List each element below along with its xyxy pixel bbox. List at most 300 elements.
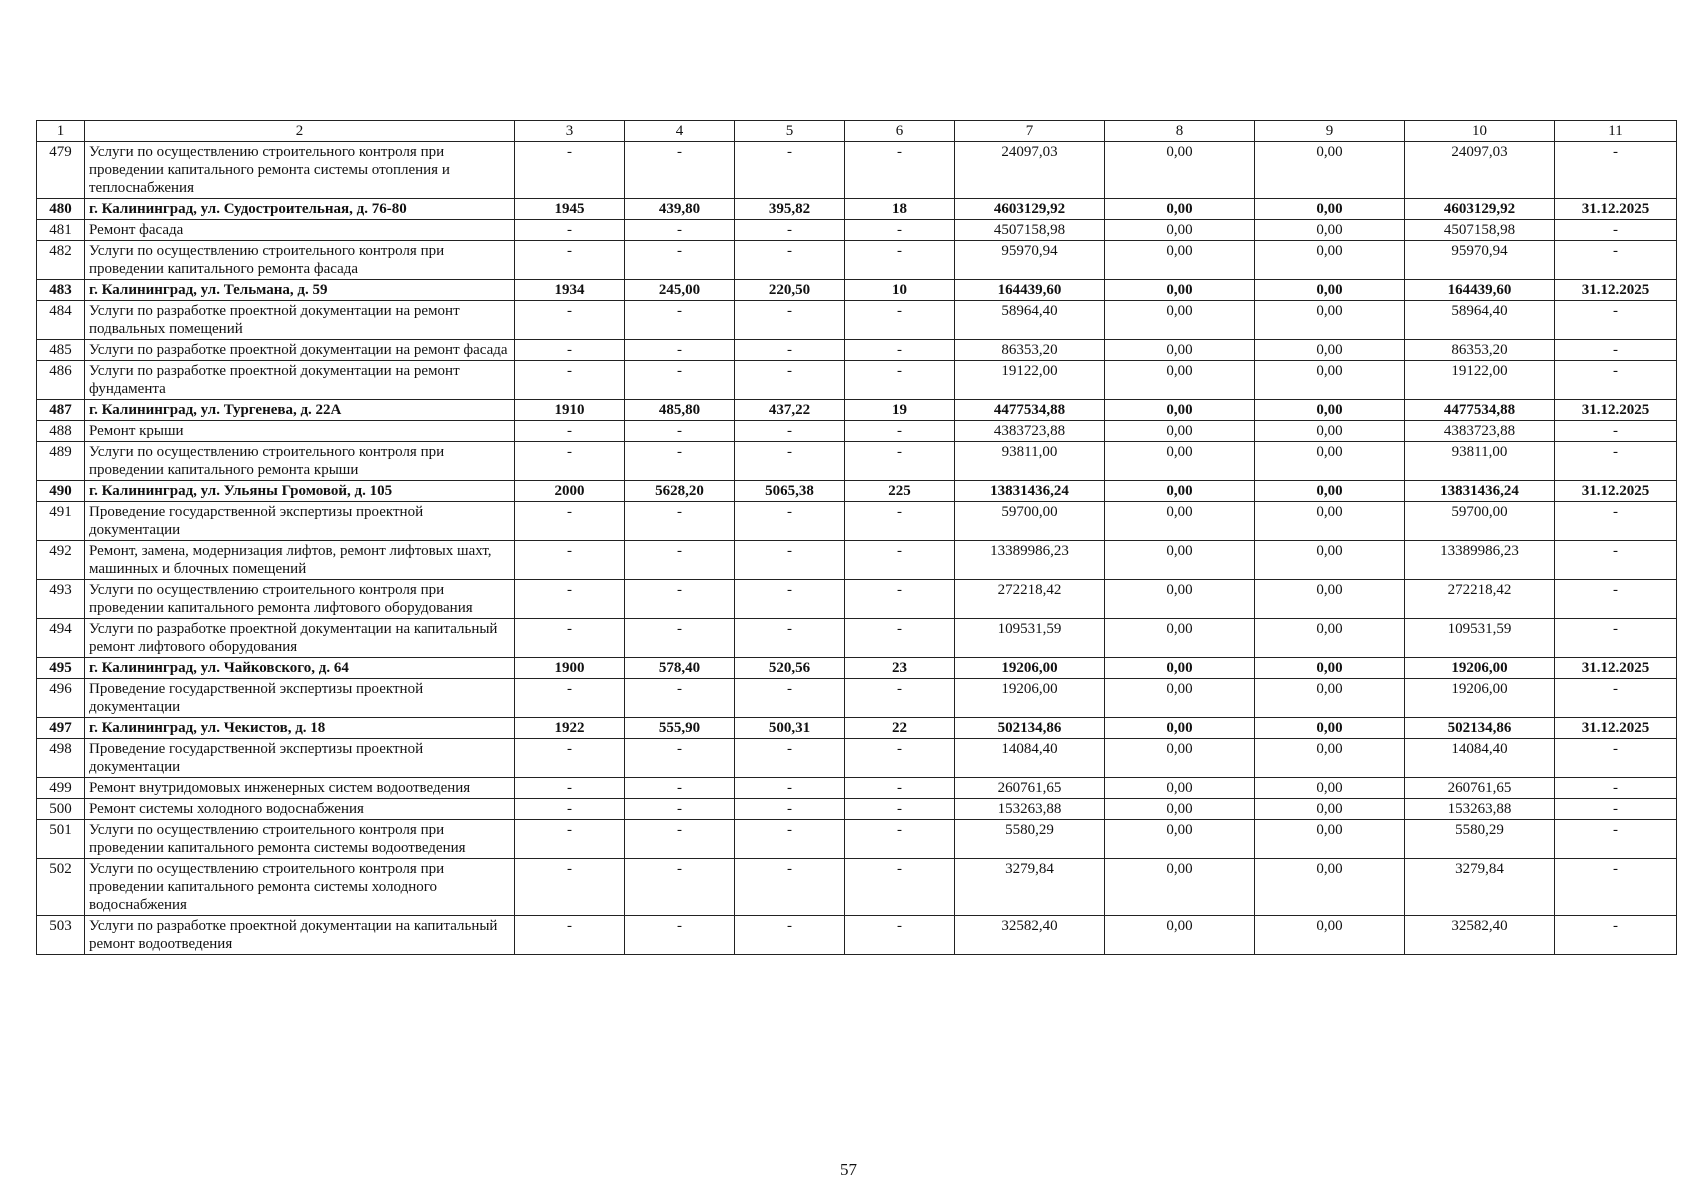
cell-c5: - xyxy=(735,739,845,778)
cell-c10: 24097,03 xyxy=(1405,142,1555,199)
cell-c9: 0,00 xyxy=(1255,481,1405,502)
cell-c11: - xyxy=(1555,739,1677,778)
cell-c9: 0,00 xyxy=(1255,421,1405,442)
column-header: 5 xyxy=(735,121,845,142)
work-item-row xyxy=(37,679,1677,718)
cell-c3: - xyxy=(515,739,625,778)
cell-c6: - xyxy=(845,301,955,340)
cell-n: 491 xyxy=(37,502,85,541)
cell-c9: 0,00 xyxy=(1255,400,1405,421)
cell-c11: 31.12.2025 xyxy=(1555,718,1677,739)
cell-c10: 3279,84 xyxy=(1405,859,1555,916)
cell-n: 486 xyxy=(37,361,85,400)
cell-c4: 578,40 xyxy=(625,658,735,679)
cell-c9: 0,00 xyxy=(1255,619,1405,658)
cell-c6: - xyxy=(845,340,955,361)
cell-c10: 14084,40 xyxy=(1405,739,1555,778)
cell-c4: 485,80 xyxy=(625,400,735,421)
cell-c3: - xyxy=(515,820,625,859)
cell-c11: 31.12.2025 xyxy=(1555,400,1677,421)
cell-c3: - xyxy=(515,799,625,820)
cell-name: Услуги по разработке проектной документации на капитальный ремонт лифтового оборудования xyxy=(85,619,515,658)
cell-c3: 1910 xyxy=(515,400,625,421)
cell-c8: 0,00 xyxy=(1105,820,1255,859)
cell-c3: - xyxy=(515,142,625,199)
cell-c5: 395,82 xyxy=(735,199,845,220)
cell-c5: - xyxy=(735,679,845,718)
cell-c10: 19206,00 xyxy=(1405,658,1555,679)
work-item-row xyxy=(37,241,1677,280)
cell-c4: - xyxy=(625,442,735,481)
cell-c4: 245,00 xyxy=(625,280,735,301)
work-item-row xyxy=(37,859,1677,916)
cell-c3: - xyxy=(515,859,625,916)
cell-c11: - xyxy=(1555,301,1677,340)
column-header: 1 xyxy=(37,121,85,142)
cell-name: Услуги по разработке проектной документации на ремонт фундамента xyxy=(85,361,515,400)
cell-c4: - xyxy=(625,502,735,541)
cell-c9: 0,00 xyxy=(1255,199,1405,220)
cell-c6: - xyxy=(845,799,955,820)
cell-c10: 109531,59 xyxy=(1405,619,1555,658)
cell-c6: - xyxy=(845,859,955,916)
cell-c11: 31.12.2025 xyxy=(1555,658,1677,679)
cell-c11: - xyxy=(1555,541,1677,580)
cell-c8: 0,00 xyxy=(1105,220,1255,241)
cell-c6: - xyxy=(845,241,955,280)
cell-c10: 32582,40 xyxy=(1405,916,1555,955)
cell-c9: 0,00 xyxy=(1255,658,1405,679)
cell-name: Услуги по разработке проектной документации на капитальный ремонт водоотведения xyxy=(85,916,515,955)
cell-c7: 58964,40 xyxy=(955,301,1105,340)
cell-c3: - xyxy=(515,619,625,658)
cell-c4: - xyxy=(625,541,735,580)
cell-name: г. Калининград, ул. Тельмана, д. 59 xyxy=(85,280,515,301)
cell-c3: - xyxy=(515,340,625,361)
work-item-row xyxy=(37,619,1677,658)
cell-c4: - xyxy=(625,859,735,916)
cell-c5: - xyxy=(735,241,845,280)
cell-name: г. Калининград, ул. Чекистов, д. 18 xyxy=(85,718,515,739)
cell-c5: 220,50 xyxy=(735,280,845,301)
cell-c7: 93811,00 xyxy=(955,442,1105,481)
cell-c6: - xyxy=(845,142,955,199)
address-row xyxy=(37,199,1677,220)
cell-c9: 0,00 xyxy=(1255,679,1405,718)
cell-n: 492 xyxy=(37,541,85,580)
cell-c8: 0,00 xyxy=(1105,481,1255,502)
cell-c3: - xyxy=(515,241,625,280)
cell-n: 480 xyxy=(37,199,85,220)
cell-c5: - xyxy=(735,799,845,820)
cell-c11: - xyxy=(1555,778,1677,799)
cell-c6: - xyxy=(845,778,955,799)
cell-name: Услуги по осуществлению строительного контроля при проведении капитального ремонта системы отопления и теплоснабжения xyxy=(85,142,515,199)
address-row xyxy=(37,280,1677,301)
work-item-row xyxy=(37,580,1677,619)
cell-c5: - xyxy=(735,502,845,541)
cell-c5: - xyxy=(735,778,845,799)
cell-c8: 0,00 xyxy=(1105,301,1255,340)
cell-c6: - xyxy=(845,580,955,619)
cell-c8: 0,00 xyxy=(1105,679,1255,718)
cell-c3: - xyxy=(515,220,625,241)
cell-c9: 0,00 xyxy=(1255,799,1405,820)
cell-c3: 1934 xyxy=(515,280,625,301)
cell-c6: - xyxy=(845,421,955,442)
cell-c11: - xyxy=(1555,361,1677,400)
cell-c11: - xyxy=(1555,580,1677,619)
cell-c9: 0,00 xyxy=(1255,280,1405,301)
cell-c10: 4603129,92 xyxy=(1405,199,1555,220)
cell-c4: - xyxy=(625,739,735,778)
cell-n: 484 xyxy=(37,301,85,340)
cell-c7: 59700,00 xyxy=(955,502,1105,541)
column-header: 10 xyxy=(1405,121,1555,142)
cell-c4: - xyxy=(625,916,735,955)
cell-c4: 555,90 xyxy=(625,718,735,739)
cell-c6: - xyxy=(845,739,955,778)
cell-c5: 5065,38 xyxy=(735,481,845,502)
cell-c3: 2000 xyxy=(515,481,625,502)
cell-name: Ремонт крыши xyxy=(85,421,515,442)
cell-c8: 0,00 xyxy=(1105,142,1255,199)
cell-c8: 0,00 xyxy=(1105,340,1255,361)
cell-c11: - xyxy=(1555,502,1677,541)
cell-n: 493 xyxy=(37,580,85,619)
cell-c10: 86353,20 xyxy=(1405,340,1555,361)
cell-c9: 0,00 xyxy=(1255,580,1405,619)
cell-name: Ремонт внутридомовых инженерных систем водоотведения xyxy=(85,778,515,799)
cell-c3: - xyxy=(515,502,625,541)
cell-c9: 0,00 xyxy=(1255,220,1405,241)
column-header: 6 xyxy=(845,121,955,142)
cell-c5: - xyxy=(735,361,845,400)
cell-c7: 19122,00 xyxy=(955,361,1105,400)
cell-c7: 19206,00 xyxy=(955,658,1105,679)
cell-c10: 153263,88 xyxy=(1405,799,1555,820)
cell-c6: - xyxy=(845,220,955,241)
cell-c9: 0,00 xyxy=(1255,739,1405,778)
cell-c3: 1922 xyxy=(515,718,625,739)
page-number: 57 xyxy=(840,1160,857,1179)
cell-c11: - xyxy=(1555,340,1677,361)
cell-name: Проведение государственной экспертизы проектной документации xyxy=(85,502,515,541)
cell-name: Ремонт фасада xyxy=(85,220,515,241)
work-item-row xyxy=(37,301,1677,340)
cell-c7: 13389986,23 xyxy=(955,541,1105,580)
cell-c4: - xyxy=(625,301,735,340)
cell-c7: 272218,42 xyxy=(955,580,1105,619)
cell-c4: - xyxy=(625,142,735,199)
cell-c5: - xyxy=(735,421,845,442)
cell-c3: - xyxy=(515,421,625,442)
cell-c5: - xyxy=(735,859,845,916)
cell-c8: 0,00 xyxy=(1105,280,1255,301)
cell-c9: 0,00 xyxy=(1255,541,1405,580)
budget-table xyxy=(36,120,1677,955)
cell-name: г. Калининград, ул. Чайковского, д. 64 xyxy=(85,658,515,679)
cell-c9: 0,00 xyxy=(1255,301,1405,340)
cell-c4: - xyxy=(625,778,735,799)
cell-name: г. Калининград, ул. Судостроительная, д. 76-80 xyxy=(85,199,515,220)
cell-name: Ремонт системы холодного водоснабжения xyxy=(85,799,515,820)
cell-name: г. Калининград, ул. Тургенева, д. 22А xyxy=(85,400,515,421)
column-header: 4 xyxy=(625,121,735,142)
work-item-row xyxy=(37,220,1677,241)
cell-c7: 502134,86 xyxy=(955,718,1105,739)
cell-c7: 13831436,24 xyxy=(955,481,1105,502)
cell-c10: 13831436,24 xyxy=(1405,481,1555,502)
cell-name: Услуги по осуществлению строительного контроля при проведении капитального ремонта системы холодного водоснабжения xyxy=(85,859,515,916)
cell-c4: - xyxy=(625,580,735,619)
work-item-row xyxy=(37,340,1677,361)
cell-c9: 0,00 xyxy=(1255,718,1405,739)
cell-c9: 0,00 xyxy=(1255,340,1405,361)
cell-c10: 4507158,98 xyxy=(1405,220,1555,241)
cell-c7: 260761,65 xyxy=(955,778,1105,799)
cell-c5: - xyxy=(735,541,845,580)
cell-n: 497 xyxy=(37,718,85,739)
cell-c10: 4477534,88 xyxy=(1405,400,1555,421)
cell-c11: - xyxy=(1555,916,1677,955)
address-row xyxy=(37,658,1677,679)
cell-c9: 0,00 xyxy=(1255,820,1405,859)
cell-c10: 19122,00 xyxy=(1405,361,1555,400)
cell-c4: - xyxy=(625,241,735,280)
cell-c11: - xyxy=(1555,859,1677,916)
cell-c7: 5580,29 xyxy=(955,820,1105,859)
cell-n: 500 xyxy=(37,799,85,820)
cell-n: 489 xyxy=(37,442,85,481)
cell-n: 498 xyxy=(37,739,85,778)
cell-name: Услуги по разработке проектной документации на ремонт подвальных помещений xyxy=(85,301,515,340)
cell-c9: 0,00 xyxy=(1255,916,1405,955)
work-item-row xyxy=(37,361,1677,400)
cell-c7: 4477534,88 xyxy=(955,400,1105,421)
cell-c6: - xyxy=(845,820,955,859)
cell-c9: 0,00 xyxy=(1255,442,1405,481)
cell-c5: - xyxy=(735,580,845,619)
column-header: 2 xyxy=(85,121,515,142)
cell-c11: - xyxy=(1555,799,1677,820)
cell-c5: - xyxy=(735,619,845,658)
cell-c4: - xyxy=(625,361,735,400)
work-item-row xyxy=(37,739,1677,778)
cell-c3: - xyxy=(515,301,625,340)
cell-c9: 0,00 xyxy=(1255,361,1405,400)
cell-n: 499 xyxy=(37,778,85,799)
cell-c9: 0,00 xyxy=(1255,778,1405,799)
cell-c6: - xyxy=(845,619,955,658)
cell-c6: - xyxy=(845,502,955,541)
cell-c4: - xyxy=(625,799,735,820)
cell-c6: 23 xyxy=(845,658,955,679)
cell-c8: 0,00 xyxy=(1105,916,1255,955)
cell-name: г. Калининград, ул. Ульяны Громовой, д. 105 xyxy=(85,481,515,502)
cell-c5: - xyxy=(735,142,845,199)
cell-c10: 58964,40 xyxy=(1405,301,1555,340)
column-header: 3 xyxy=(515,121,625,142)
cell-c11: - xyxy=(1555,679,1677,718)
cell-n: 483 xyxy=(37,280,85,301)
cell-c7: 86353,20 xyxy=(955,340,1105,361)
cell-c9: 0,00 xyxy=(1255,502,1405,541)
cell-c8: 0,00 xyxy=(1105,718,1255,739)
cell-c11: - xyxy=(1555,220,1677,241)
cell-c5: - xyxy=(735,220,845,241)
cell-c7: 19206,00 xyxy=(955,679,1105,718)
cell-c4: 5628,20 xyxy=(625,481,735,502)
cell-c3: - xyxy=(515,916,625,955)
cell-name: Проведение государственной экспертизы проектной документации xyxy=(85,679,515,718)
column-header: 8 xyxy=(1105,121,1255,142)
cell-c8: 0,00 xyxy=(1105,442,1255,481)
cell-c3: - xyxy=(515,541,625,580)
cell-c9: 0,00 xyxy=(1255,241,1405,280)
cell-c10: 13389986,23 xyxy=(1405,541,1555,580)
cell-c7: 153263,88 xyxy=(955,799,1105,820)
budget-table-page xyxy=(36,120,1676,955)
cell-c8: 0,00 xyxy=(1105,658,1255,679)
cell-c7: 109531,59 xyxy=(955,619,1105,658)
cell-c5: - xyxy=(735,301,845,340)
cell-c3: 1945 xyxy=(515,199,625,220)
cell-name: Проведение государственной экспертизы проектной документации xyxy=(85,739,515,778)
cell-c5: - xyxy=(735,820,845,859)
cell-c7: 24097,03 xyxy=(955,142,1105,199)
cell-c6: - xyxy=(845,541,955,580)
address-row xyxy=(37,718,1677,739)
cell-c7: 14084,40 xyxy=(955,739,1105,778)
cell-c11: - xyxy=(1555,442,1677,481)
cell-c4: - xyxy=(625,421,735,442)
cell-c8: 0,00 xyxy=(1105,361,1255,400)
cell-c9: 0,00 xyxy=(1255,142,1405,199)
cell-n: 501 xyxy=(37,820,85,859)
cell-c3: - xyxy=(515,361,625,400)
cell-c7: 3279,84 xyxy=(955,859,1105,916)
cell-c6: 19 xyxy=(845,400,955,421)
cell-c10: 59700,00 xyxy=(1405,502,1555,541)
work-item-row xyxy=(37,916,1677,955)
cell-c8: 0,00 xyxy=(1105,502,1255,541)
cell-c6: 18 xyxy=(845,199,955,220)
work-item-row xyxy=(37,778,1677,799)
cell-c10: 4383723,88 xyxy=(1405,421,1555,442)
cell-c6: - xyxy=(845,916,955,955)
cell-n: 490 xyxy=(37,481,85,502)
cell-n: 496 xyxy=(37,679,85,718)
cell-c3: - xyxy=(515,778,625,799)
cell-c10: 502134,86 xyxy=(1405,718,1555,739)
cell-n: 495 xyxy=(37,658,85,679)
cell-c7: 4603129,92 xyxy=(955,199,1105,220)
cell-c8: 0,00 xyxy=(1105,859,1255,916)
cell-c4: - xyxy=(625,340,735,361)
cell-c5: - xyxy=(735,442,845,481)
cell-c8: 0,00 xyxy=(1105,799,1255,820)
cell-c11: - xyxy=(1555,820,1677,859)
cell-n: 485 xyxy=(37,340,85,361)
cell-c8: 0,00 xyxy=(1105,778,1255,799)
cell-n: 488 xyxy=(37,421,85,442)
cell-c4: - xyxy=(625,820,735,859)
cell-n: 503 xyxy=(37,916,85,955)
work-item-row xyxy=(37,820,1677,859)
cell-c11: 31.12.2025 xyxy=(1555,199,1677,220)
cell-name: Услуги по осуществлению строительного контроля при проведении капитального ремонта лифтового оборудования xyxy=(85,580,515,619)
cell-c5: - xyxy=(735,340,845,361)
cell-c11: 31.12.2025 xyxy=(1555,280,1677,301)
work-item-row xyxy=(37,421,1677,442)
cell-c4: - xyxy=(625,679,735,718)
header-row xyxy=(37,121,1677,142)
table-body xyxy=(37,121,1677,955)
cell-n: 479 xyxy=(37,142,85,199)
cell-name: Услуги по разработке проектной документации на ремонт фасада xyxy=(85,340,515,361)
cell-c11: - xyxy=(1555,241,1677,280)
cell-c11: 31.12.2025 xyxy=(1555,481,1677,502)
cell-c6: - xyxy=(845,442,955,481)
work-item-row xyxy=(37,442,1677,481)
cell-c10: 19206,00 xyxy=(1405,679,1555,718)
cell-c8: 0,00 xyxy=(1105,739,1255,778)
cell-c6: 22 xyxy=(845,718,955,739)
cell-c10: 164439,60 xyxy=(1405,280,1555,301)
cell-c6: - xyxy=(845,679,955,718)
cell-c11: - xyxy=(1555,619,1677,658)
cell-name: Услуги по осуществлению строительного контроля при проведении капитального ремонта крыши xyxy=(85,442,515,481)
cell-c6: 10 xyxy=(845,280,955,301)
cell-c8: 0,00 xyxy=(1105,580,1255,619)
cell-c5: 500,31 xyxy=(735,718,845,739)
work-item-row xyxy=(37,799,1677,820)
cell-c8: 0,00 xyxy=(1105,241,1255,280)
cell-name: Ремонт, замена, модернизация лифтов, ремонт лифтовых шахт, машинных и блочных помещений xyxy=(85,541,515,580)
cell-c8: 0,00 xyxy=(1105,619,1255,658)
cell-c5: 437,22 xyxy=(735,400,845,421)
cell-n: 481 xyxy=(37,220,85,241)
cell-name: Услуги по осуществлению строительного контроля при проведении капитального ремонта фасада xyxy=(85,241,515,280)
cell-n: 487 xyxy=(37,400,85,421)
cell-c7: 4507158,98 xyxy=(955,220,1105,241)
cell-c7: 164439,60 xyxy=(955,280,1105,301)
cell-c11: - xyxy=(1555,142,1677,199)
cell-c6: 225 xyxy=(845,481,955,502)
cell-c8: 0,00 xyxy=(1105,421,1255,442)
cell-c6: - xyxy=(845,361,955,400)
cell-c7: 95970,94 xyxy=(955,241,1105,280)
cell-c5: - xyxy=(735,916,845,955)
cell-c10: 260761,65 xyxy=(1405,778,1555,799)
cell-n: 502 xyxy=(37,859,85,916)
column-header: 9 xyxy=(1255,121,1405,142)
cell-c4: - xyxy=(625,619,735,658)
cell-c10: 93811,00 xyxy=(1405,442,1555,481)
address-row xyxy=(37,481,1677,502)
cell-c11: - xyxy=(1555,421,1677,442)
column-header: 7 xyxy=(955,121,1105,142)
cell-c3: - xyxy=(515,580,625,619)
cell-n: 482 xyxy=(37,241,85,280)
work-item-row xyxy=(37,502,1677,541)
cell-n: 494 xyxy=(37,619,85,658)
cell-c8: 0,00 xyxy=(1105,400,1255,421)
cell-c4: 439,80 xyxy=(625,199,735,220)
cell-c10: 272218,42 xyxy=(1405,580,1555,619)
cell-c4: - xyxy=(625,220,735,241)
